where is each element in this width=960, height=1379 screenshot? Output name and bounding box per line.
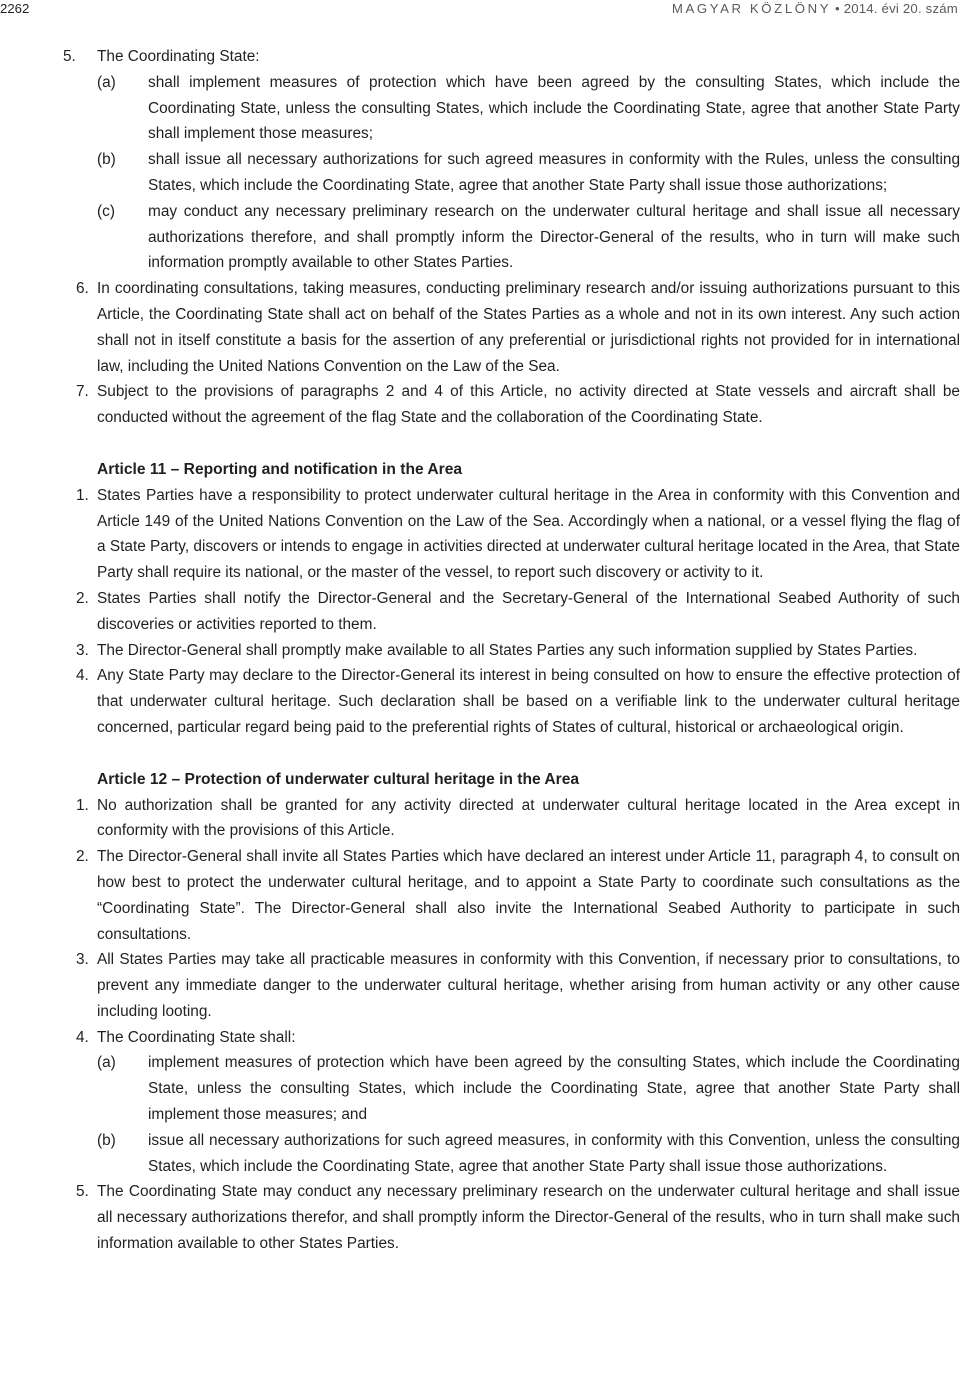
article11-para-4 bbox=[0, 663, 960, 740]
para-number: 4. bbox=[76, 667, 89, 685]
para-text: States Parties have a responsibility to protect underwater cultural heritage in the Area in conformity with this Convention and Article 149 of the United Nations Convention on the Law of the Sea. Accordingly when a national, or a vessel flying the flag of a State Party, discovers or intends to engage in activities directed at underwater cultural heritage located in the Area, that State Party shall require its national, or the master of the vessel, to report such discovery or activity to it. bbox=[97, 486, 960, 582]
para-text: In coordinating consultations, taking measures, conducting preliminary research and/or issuing authorizations pursuant to this Article, the Coordinating State shall act on behalf of the States Parties as a whole and not in its own interest. Any such action shall not in itself constitute a basis for the assertion of any preferential or jurisdictional rights not provided for in international law, including the United Nations Convention on the Law of the Sea. bbox=[97, 280, 960, 375]
item-text: issue all necessary authorizations for such agreed measures, in conformity with this Convention, unless the consulting States, which include the Coordinating State, agree that another State Party shall issue those authorizations. bbox=[148, 1131, 960, 1175]
article11-para-1 bbox=[0, 483, 960, 586]
spacer bbox=[0, 431, 960, 457]
para-text: The Director-General shall invite all States Parties which have declared an interest under Article 11, paragraph 4, to consult on how best to protect the underwater cultural heritage, and to appoint a State Party to coordinate such consultations as the “Coordinating State”. The Director-General shall also invite the International Seabed Authority to participate in such consultations. bbox=[97, 848, 960, 943]
journal-name: MAGYAR KÖZLÖNY bbox=[671, 1, 832, 16]
document-body bbox=[0, 44, 960, 1257]
para-text: All States Parties may take all practicable measures in conformity with this Convention, if necessary prior to consultations, to prevent any immediate danger to the underwater cultural heritage, whether arising from human activity or any other cause including looting. bbox=[97, 951, 960, 1020]
article10-para-5-item-b bbox=[0, 147, 960, 199]
article12-title: Article 12 – Protection of underwater cultural heritage in the Area bbox=[97, 770, 580, 788]
item-text: may conduct any necessary preliminary research on the underwater cultural heritage and shall issue all necessary authorizations therefore, and shall promptly inform the Director-General of the results, who in turn will make such information promptly available to other States Parties. bbox=[148, 202, 960, 272]
para-text: Any State Party may declare to the Director-General its interest in being consulted on how to ensure the effective protection of that underwater cultural heritage. Such declaration shall be based on a verifiable link to the underwater cultural heritage concerned, particular regard being paid to the preferential rights of States of cultural, historical or archaeological origin. bbox=[97, 667, 960, 736]
item-label: (a) bbox=[97, 73, 116, 91]
page-header bbox=[0, 0, 960, 22]
para-number: 3. bbox=[76, 641, 89, 659]
para-text: The Director-General shall promptly make available to all States Parties any such information supplied by States Parties. bbox=[97, 641, 918, 659]
para-text: The Coordinating State may conduct any necessary preliminary research on the underwater cultural heritage and shall issue all necessary authorizations therefor, and shall promptly inform the Director-General of the results, who in turn shall make such information available to other States Parties. bbox=[97, 1183, 960, 1253]
page-number: 2262 bbox=[0, 1, 30, 16]
para-number: 2. bbox=[76, 589, 89, 607]
article12-para-4-item-a bbox=[0, 1050, 960, 1127]
article10-para-6 bbox=[0, 276, 960, 379]
article12-para-1 bbox=[0, 793, 960, 845]
para-text: The Coordinating State: bbox=[97, 48, 260, 65]
para-number: 2. bbox=[76, 848, 89, 866]
para-text: States Parties shall notify the Director-General and the Secretary-General of the International Seabed Authority of such discoveries or activities reported to them. bbox=[97, 589, 960, 633]
para-text: Subject to the provisions of paragraphs 2 and 4 of this Article, no activity directed at State vessels and aircraft shall be conducted without the agreement of the flag State and the collaboration of the Coordinating State. bbox=[97, 383, 960, 427]
para-number: 3. bbox=[76, 951, 89, 969]
item-label: (b) bbox=[97, 1131, 116, 1149]
article11-title: Article 11 – Reporting and notification in the Area bbox=[97, 460, 463, 478]
item-text: shall implement measures of protection which have been agreed by the consulting States, which include the Coordinating State, unless the consulting States, which include the Coordinating State, agree that another State Party shall implement those measures; bbox=[148, 73, 960, 143]
article12-para-5 bbox=[0, 1179, 960, 1256]
item-label: (a) bbox=[97, 1054, 116, 1072]
article10-para-5 bbox=[0, 44, 960, 70]
item-label: (b) bbox=[97, 151, 116, 169]
para-text: No authorization shall be granted for any activity directed at underwater cultural heritage located in the Area except in conformity with the provisions of this Article. bbox=[97, 796, 960, 840]
para-number: 5. bbox=[76, 1183, 89, 1201]
article11-para-2 bbox=[0, 586, 960, 638]
article11-para-3 bbox=[0, 638, 960, 664]
para-number: 5. bbox=[63, 48, 76, 65]
issue-info: • 2014. évi 20. szám bbox=[835, 1, 958, 16]
article12-para-4-item-b bbox=[0, 1128, 960, 1180]
article10-para-5-item-a bbox=[0, 70, 960, 147]
para-number: 7. bbox=[76, 383, 89, 401]
item-label: (c) bbox=[97, 202, 115, 220]
para-text: The Coordinating State shall: bbox=[97, 1028, 296, 1046]
para-number: 4. bbox=[76, 1028, 89, 1046]
para-number: 1. bbox=[76, 796, 89, 814]
article12-para-3 bbox=[0, 947, 960, 1024]
spacer bbox=[0, 741, 960, 767]
item-text: shall issue all necessary authorizations for such agreed measures in conformity with the Rules, unless the consulting States, which include the Coordinating State, agree that another State Party shall issue those authorizations; bbox=[148, 151, 960, 194]
article12-para-4 bbox=[0, 1025, 960, 1051]
article12-para-2 bbox=[0, 844, 960, 947]
article10-para-5-item-c bbox=[0, 199, 960, 276]
para-number: 1. bbox=[76, 486, 89, 504]
item-text: implement measures of protection which have been agreed by the consulting States, which include the Coordinating State, unless the consulting States, which include the Coordinating State, agree that another State Party shall implement those measures; and bbox=[148, 1054, 960, 1124]
para-number: 6. bbox=[76, 280, 89, 298]
journal-running-head bbox=[672, 1, 958, 16]
article10-para-7 bbox=[0, 379, 960, 431]
